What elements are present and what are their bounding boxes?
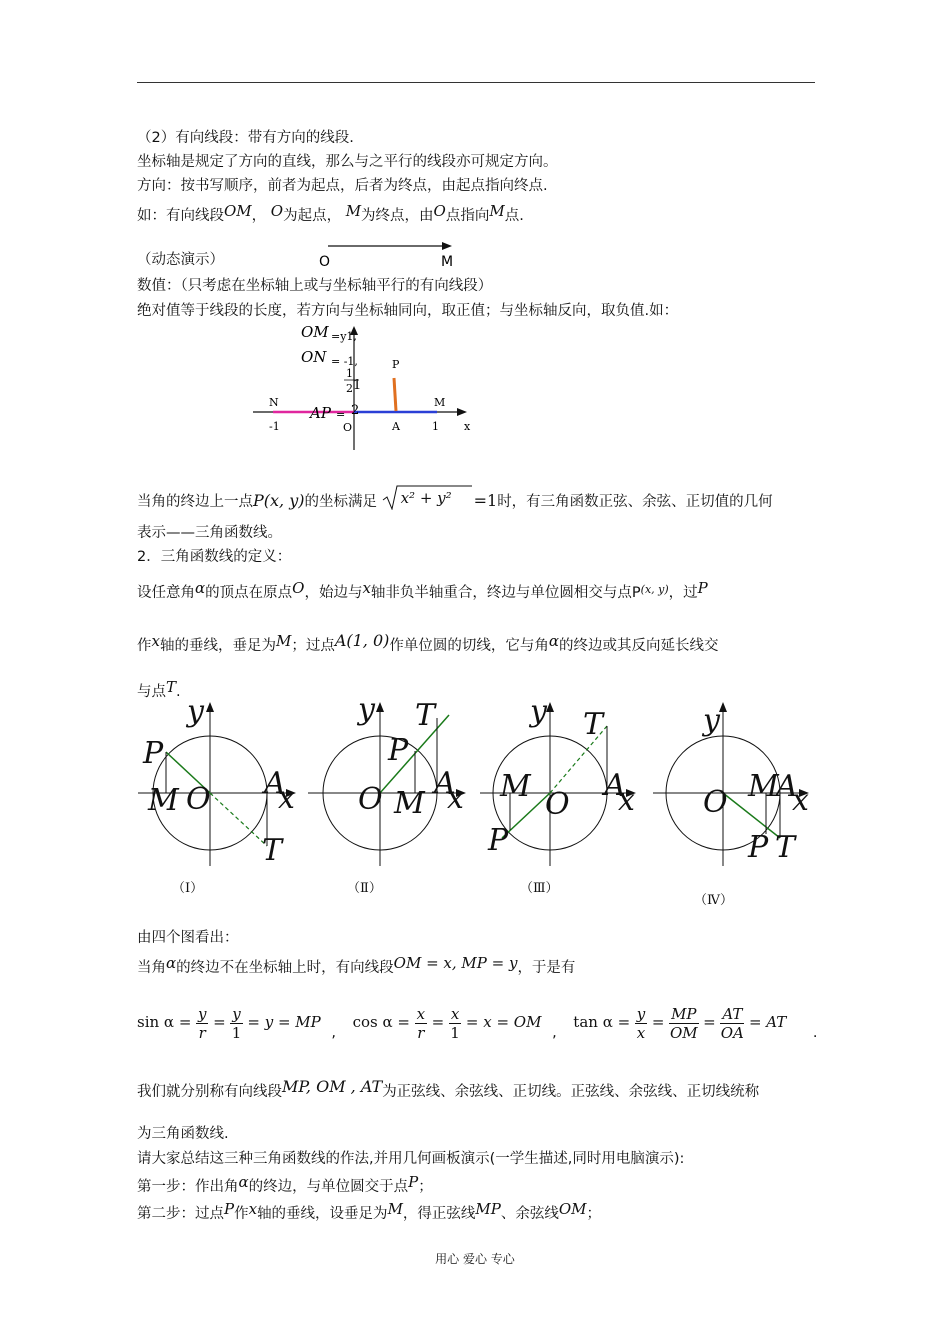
page-footer: 用心 爱心 专心 <box>435 1252 515 1266</box>
formula-row: sin α = $\frac{y}{r}$ = $\frac{y}{1}$ = y = MP , cos α = $\frac{x}{r}$ = $\frac{x}{1}$ = x = OM , tan α = $\frac{y}{x}$ = $\frac{MP}{OM}$ = $\frac{AT}{OA}$ = AT . <box>137 1004 818 1042</box>
fig4-a-label: A <box>776 769 798 804</box>
para-definition-3: 与点T. <box>137 678 181 700</box>
frac-y-1: $\frac{y}{1}$ <box>231 1004 242 1042</box>
fig1-y-label: y <box>187 694 204 729</box>
fig2-x-label: x <box>447 781 464 816</box>
fig2-m-label: M <box>394 786 425 821</box>
para-example: 如：有向线段OM， O为起点， M为终点，由O点指向M点. <box>137 202 524 224</box>
fig3-a-label: A <box>604 768 626 803</box>
tick-1: 1 <box>432 420 439 433</box>
fig1-o-label: O <box>186 782 211 817</box>
formula-cos-tail: = x = OM <box>465 1013 542 1031</box>
para-step-1: 第一步：作出角α的终边，与单位圆交于点P； <box>137 1173 433 1195</box>
fig3-t-label: T <box>583 707 604 742</box>
formula-tan-label: tan α = <box>573 1013 631 1031</box>
point-p: P <box>392 358 400 371</box>
para-step-2: 第二步：过点P作x轴的垂线，设垂足为M，得正弦线MP、余弦线OM； <box>137 1200 602 1222</box>
label-ap: AP <box>310 404 331 422</box>
fig2-y-label: y <box>358 692 375 727</box>
fig2-p-label: P <box>388 733 409 768</box>
caption-figure-3: （Ⅲ） <box>520 881 559 896</box>
label-frac-den: 2 <box>346 382 353 395</box>
fig3-m-label: M <box>500 769 531 804</box>
label-om: OM <box>301 323 329 341</box>
fig1-m-label: M <box>148 783 179 818</box>
sqrt-expression: x² + y² <box>382 488 474 512</box>
fig1-t-label: T <box>262 833 283 868</box>
point-n: N <box>269 396 279 409</box>
point-m: M <box>434 396 446 409</box>
para-trig-lines-intro: 表示——三角函数线。 <box>137 525 282 541</box>
para-trig-line-names: 我们就分别称有向线段MP, OM , AT为正弦线、余弦线、正切线。正弦线、余弦线、正切线统称 <box>137 1077 760 1100</box>
para-unit-circle: 当角的终边上一点P(x, y)的坐标满足 x² + y² =1时，有三角函数正弦、余弦、正切值的几何 <box>137 488 773 518</box>
formula-tan-tail: = AT <box>748 1013 787 1031</box>
label-half-num: 1 <box>353 378 362 393</box>
point-a: A <box>392 420 400 433</box>
fig1-x-label: x <box>278 781 295 816</box>
para-segment-values: 当角α的终边不在坐标轴上时，有向线段OM = x, MP = y，于是有 <box>137 954 576 976</box>
figure-quadrant-1 <box>138 702 296 866</box>
fig4-y-label: y <box>703 703 720 738</box>
fig2-o-label: O <box>358 782 383 817</box>
demo-arrow <box>300 236 480 270</box>
formula-sin-label: sin α = <box>137 1013 192 1031</box>
frac-x-1: $\frac{x}{1}$ <box>450 1004 460 1042</box>
label-om-value: =y1, <box>331 330 357 343</box>
axis-x-label: x <box>464 420 471 433</box>
quadrant-figures <box>130 698 820 912</box>
axis-figure <box>245 322 485 454</box>
fig4-t-label: T <box>775 830 796 865</box>
demo-label: （动态演示） <box>137 252 224 268</box>
fig1-p-label: P <box>143 736 164 771</box>
label-half-den: 2 <box>351 403 360 418</box>
formula-cos-label: cos α = <box>352 1013 410 1031</box>
fig2-t-label: T <box>415 698 436 733</box>
fig3-p-label: P <box>488 823 509 858</box>
para-trig-lines-term: 为三角函数线. <box>137 1126 229 1142</box>
figure-quadrant-3 <box>480 702 636 866</box>
para-definition-2: 作x轴的垂线，垂足为M；过点A(1, 0)作单位圆的切线，它与角α的终边或其反向延长线交 <box>137 631 719 654</box>
caption-figure-4: （Ⅳ） <box>694 893 733 908</box>
fig2-a-label: A <box>434 766 456 801</box>
para-sign-rule: 绝对值等于线段的长度，若方向与坐标轴同向，取正值；与坐标轴反向，取负值.如： <box>137 303 679 319</box>
label-ap-value: = <box>336 408 346 421</box>
header-rule <box>137 82 815 83</box>
fig1-a-label: A <box>264 766 286 801</box>
para-value: 数值：（只考虑在坐标轴上或与坐标轴平行的有向线段） <box>137 278 493 294</box>
caption-figure-2: （Ⅱ） <box>347 881 382 896</box>
fig4-m-label: M <box>748 769 779 804</box>
label-on: ON <box>301 348 327 366</box>
fig3-o-label: O <box>545 787 570 822</box>
caption-figure-1: （Ⅰ） <box>172 881 204 896</box>
para-summary-request: 请大家总结这三种三角函数线的作法,并用几何画板演示(一学生描述,同时用电脑演示): <box>137 1151 685 1167</box>
demo-start-label: O <box>319 254 331 270</box>
para-direction-rule: 方向：按书写顺序，前者为起点，后者为终点，由起点指向终点. <box>137 178 548 194</box>
fig3-x-label: x <box>618 783 635 818</box>
figure-quadrant-2 <box>308 702 466 866</box>
fig3-y-label: y <box>530 694 547 729</box>
fig4-p-label: P <box>748 830 769 865</box>
frac-x-r: $\frac{x}{r}$ <box>416 1004 426 1042</box>
demo-end-label: M <box>441 254 454 270</box>
para-definition-1: 设任意角α的顶点在原点O，始边与x轴非负半轴重合，终边与单位圆相交与点P$^{(x, y)}$，过P <box>137 579 708 601</box>
formula-sin-tail: = y = MP <box>247 1013 321 1031</box>
label-on-value: = -1, <box>331 355 358 368</box>
fig4-o-label: O <box>703 785 728 820</box>
segment-ap <box>394 378 396 411</box>
tick-neg1: -1 <box>269 420 280 433</box>
section-heading-definition: 2．三角函数线的定义： <box>137 549 292 565</box>
point-o: O <box>343 421 353 434</box>
label-frac-num: 1 <box>346 367 353 380</box>
frac-at-oa: $\frac{AT}{OA}$ <box>720 1004 744 1042</box>
frac-y-r: $\frac{y}{r}$ <box>198 1004 207 1042</box>
figure-quadrant-4 <box>653 702 809 866</box>
para-axis-direction: 坐标轴是规定了方向的直线，那么与之平行的线段亦可规定方向。 <box>137 154 558 170</box>
para-directed-segment: （2）有向线段：带有方向的线段. <box>137 130 354 146</box>
frac-y-x: $\frac{y}{x}$ <box>636 1004 646 1042</box>
frac-mp-om: $\frac{MP}{OM}$ <box>669 1004 698 1042</box>
para-observation: 由四个图看出： <box>137 930 239 946</box>
fig4-x-label: x <box>792 783 809 818</box>
